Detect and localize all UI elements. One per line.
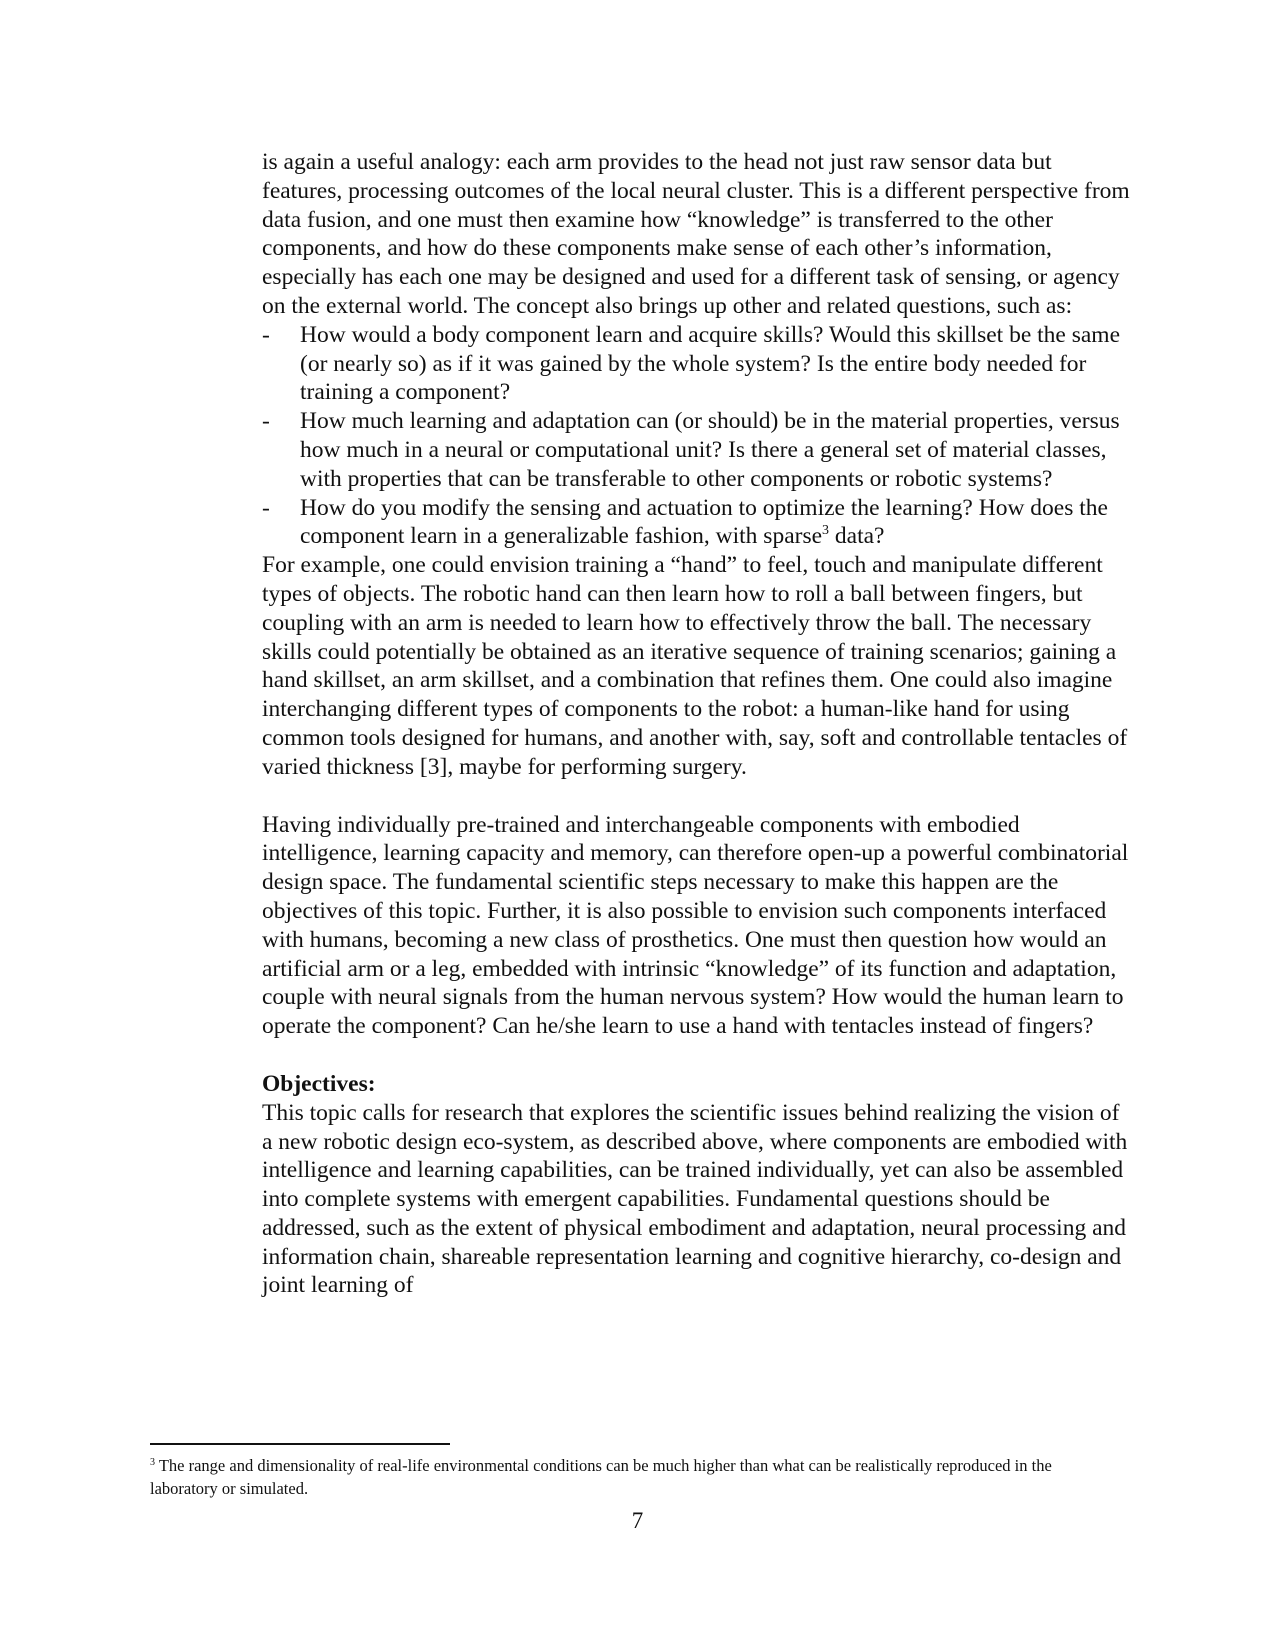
question-text-end: data?: [829, 523, 885, 550]
objectives-paragraph: This topic calls for research that explores the scientific issues behind realizing the vision of a new robotic design eco-system, as described above, where components are embodied with intelligence and learning capabilities, can be trained individually, yet can also be assembled into complete systems with emergent capabilities. Fundamental questions should be addressed, such as the extent of physical embodiment and adaptation, neural processing and information chain, shareable representation learning and cognitive hierarchy, co-design and joint learning of: [262, 1099, 1128, 1299]
paragraph-spacer: [262, 782, 1132, 811]
question-item: [262, 321, 1132, 407]
question-text: How much learning and adaptation can (or should) be in the material properties, versus how much in a neural or computational unit? Is there a general set of material classes, with properties that can be transferable to other components or robotic systems?: [300, 408, 1120, 492]
paragraph-spacer: [262, 1041, 1132, 1070]
question-text: How would a body component learn and acquire skills? Would this skillset be the same (or nearly so) as if it was gained by the whole system? Is the entire body needed for training a component?: [300, 321, 1121, 406]
question-text: How do you modify the sensing and actuation to optimize the learning? How does the component learn in a generalizable fashion, with sparse: [300, 494, 1108, 550]
dash-marker: -: [262, 494, 270, 521]
continuation-paragraph: is again a useful analogy: each arm provides to the head not just raw sensor data but features, processing outcomes of the local neural cluster. This is a different perspective from data fusion, and one must then examine how “knowledge” is transferred to the other components, and how do these components make sense of each other’s information, especially has each one may be designed and used for a different task of sensing, or agency on the external world. The concept also brings up other and related questions, such as:: [262, 149, 1130, 319]
components-paragraph: Having individually pre-trained and interchangeable components with embodied intelligence, learning capacity and memory, can therefore open-up a powerful combinatorial design space. The fundamental scientific steps necessary to make this happen are the objectives of this topic. Further, it is also possible to envision such components interfaced with humans, becoming a new class of prosthetics. One must then question how would an artificial arm or a leg, embedded with intrinsic “knowledge” of its function and adaptation, couple with neural signals from the human nervous system? How would the human learn to operate the component? Can he/she learn to use a hand with tentacles instead of fingers?: [262, 811, 1129, 1040]
objectives-heading: Objectives:: [262, 1070, 376, 1097]
footnote-reference[interactable]: 3: [822, 523, 830, 539]
question-list: [262, 321, 1132, 551]
footnote-number: 3: [150, 1457, 155, 1468]
dash-marker: -: [262, 321, 270, 348]
page-number: 7: [631, 1508, 644, 1533]
footnote: [150, 1454, 1080, 1500]
question-item: [262, 494, 1132, 552]
main-body: [262, 148, 1132, 1300]
footnote-text: The range and dimensionality of real-life environmental conditions can be much higher than what can be realistically reproduced in the laboratory or simulated.: [150, 1456, 1052, 1498]
example-paragraph: For example, one could envision training a “hand” to feel, touch and manipulate different types of objects. The robotic hand can then learn how to roll a ball between fingers, but coupling with an arm is needed to learn how to effectively throw the ball. The necessary skills could potentially be obtained as an iterative sequence of training scenarios; gaining a hand skillset, an arm skillset, and a combination that refines them. One could also imagine interchanging different types of components to the robot: a human-like hand for using common tools designed for humans, and another with, say, soft and controllable tentacles of varied thickness [3], maybe for performing surgery.: [262, 552, 1128, 780]
footnote-separator: [150, 1443, 450, 1445]
dash-marker: -: [262, 408, 270, 435]
question-item: [262, 407, 1132, 493]
